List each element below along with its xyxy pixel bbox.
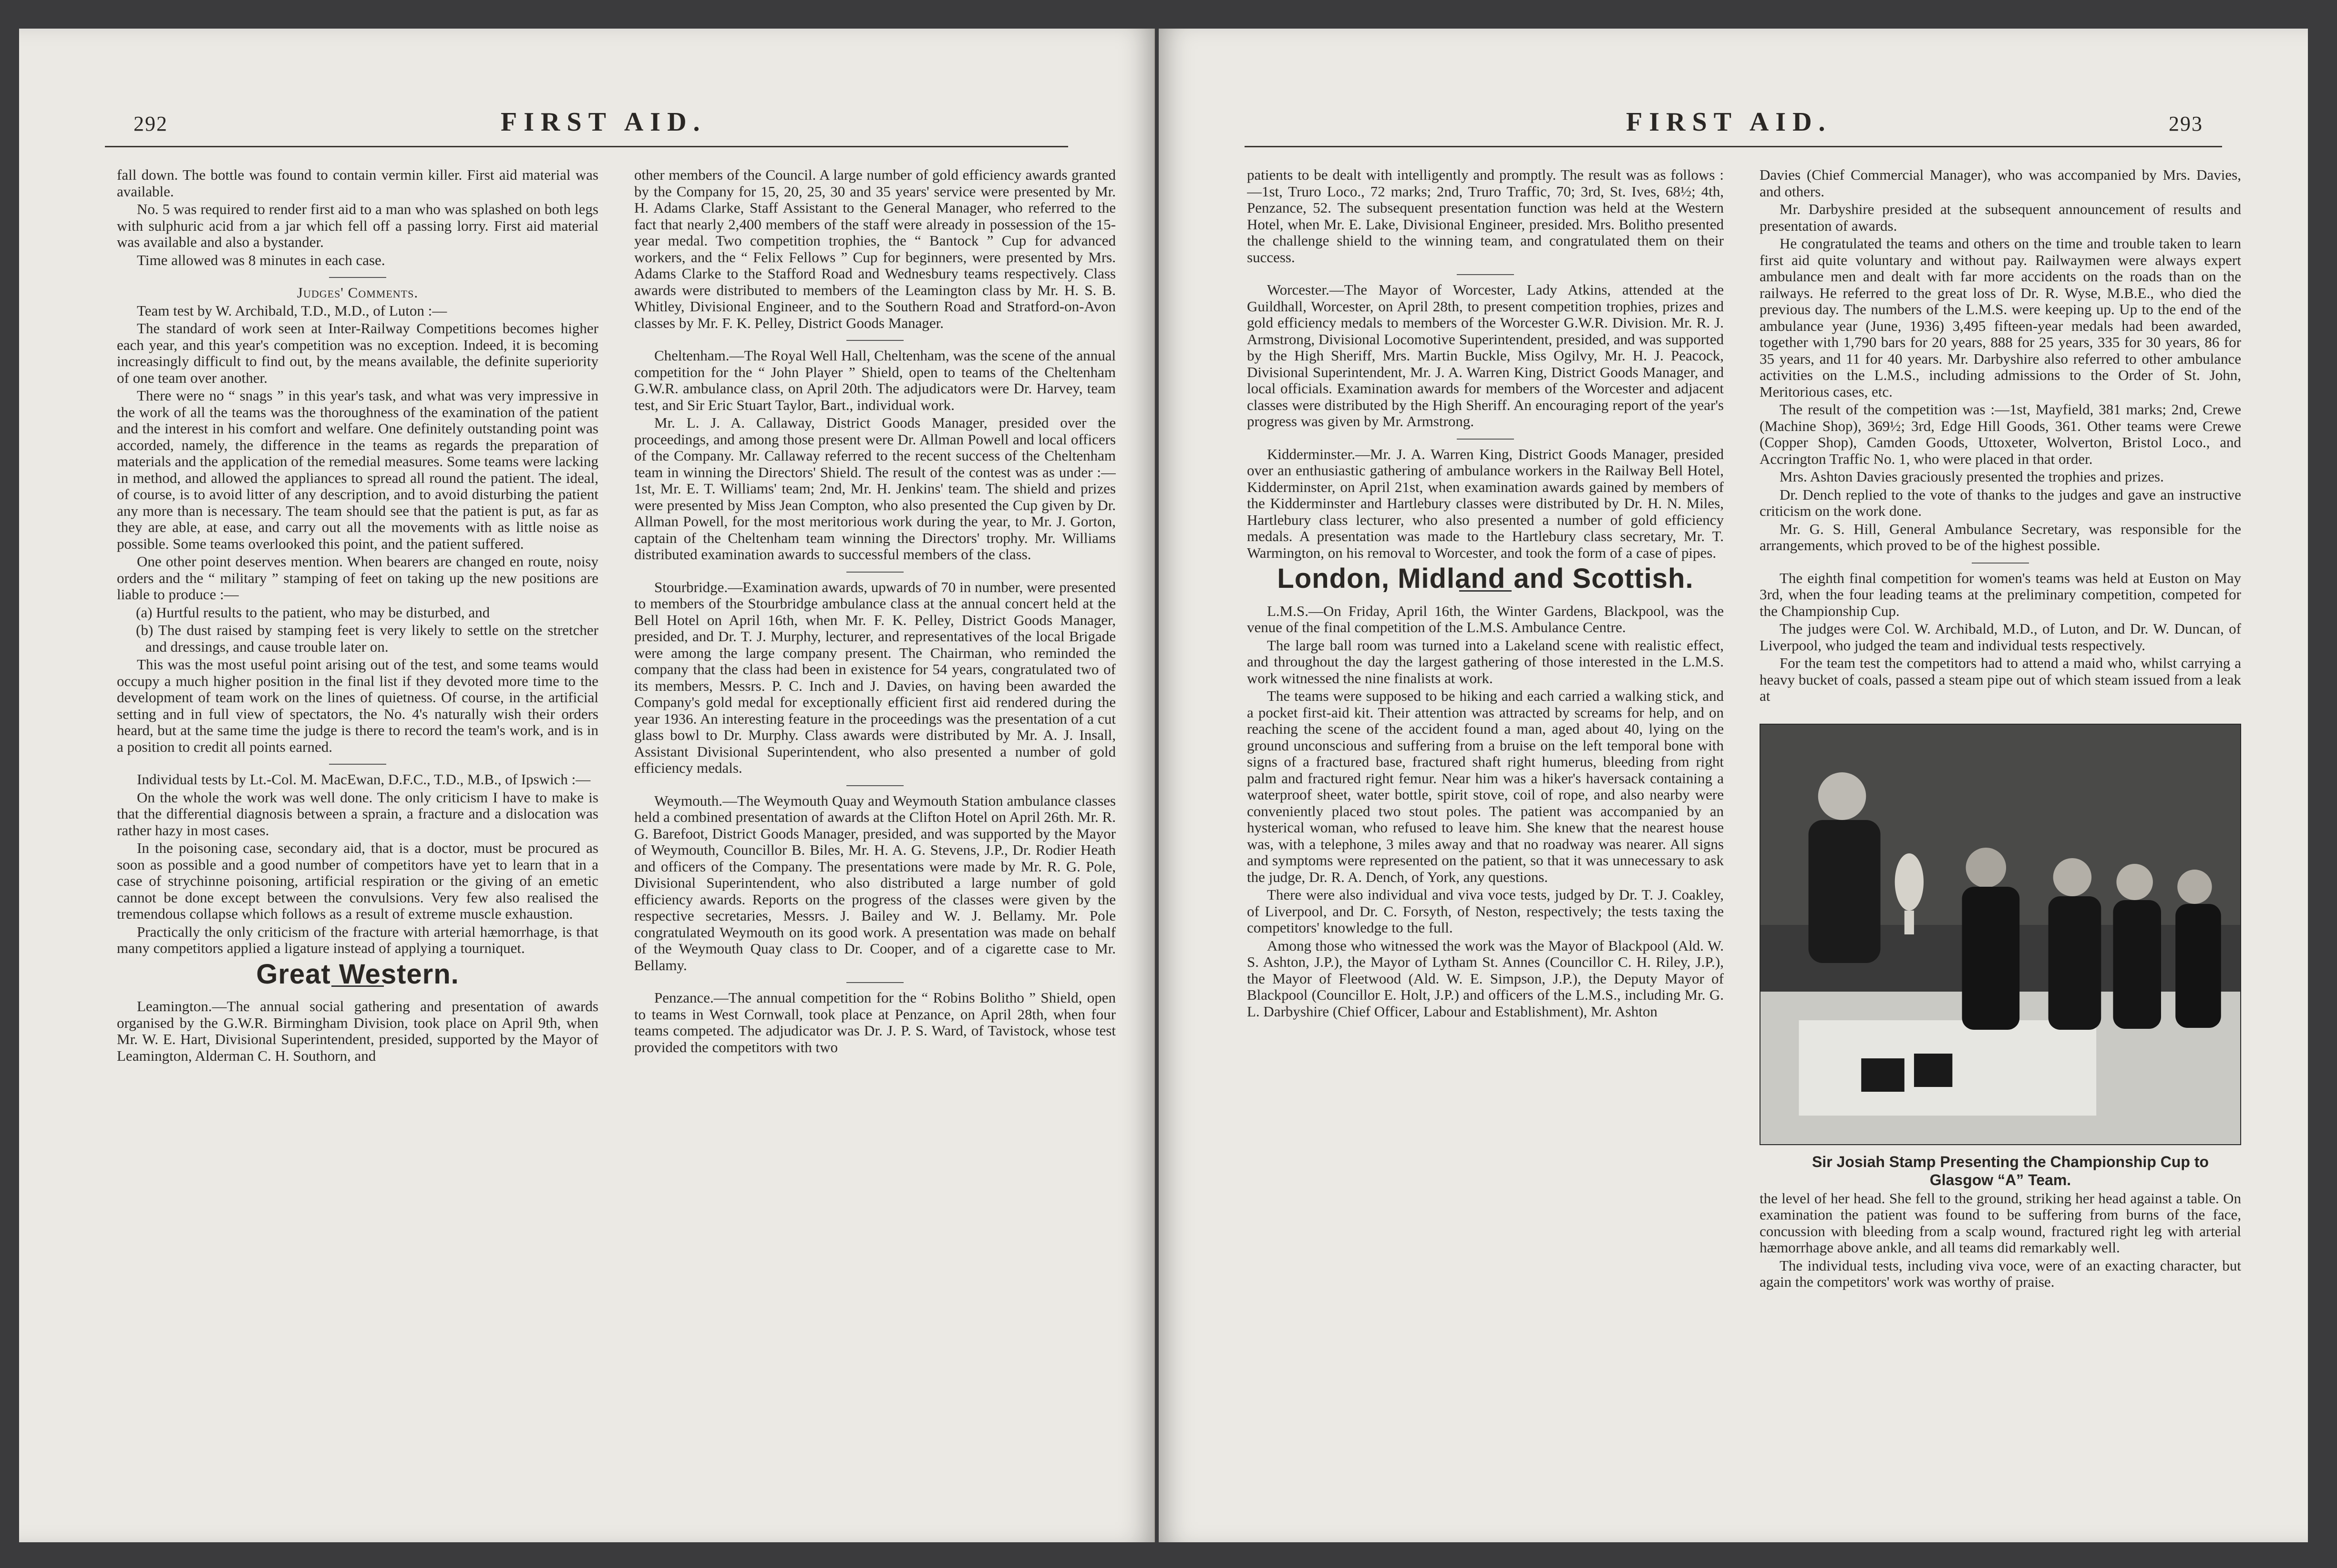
page-number-right: 293 — [2169, 112, 2203, 135]
paragraph: This was the most useful point arising out of the test, and some teams would occupy a much higher position in the final list if they devoted more time to the development of team work on the lines of quietness. Of course, in the artificial setting and in full view of spectators, the No. 4's naturally wish their orders heard, but at the same time the judge is there to record the team's work, and is in a position to credit all points earned. — [117, 656, 598, 755]
paragraph: The result of the competition was :—1st, Mayfield, 381 marks; 2nd, Crewe (Machine Shop), 369½; 3rd, Edge Hill Goods, 361. Other teams were Crewe (Copper Shop), Camden Goods, Uttoxeter, Wolverton, Bristol Loco., and Accrington Traffic No. 1, who were placed in that order. — [1760, 401, 2241, 467]
paragraph: The teams were supposed to be hiking and each carried a walking stick, and a pocket first-aid kit. Their attention was attracted by screams for help, and on reaching the scene of the accident found a man, aged about 40, lying on the ground unconscious and suffering from a bruise on the left temporal bone with signs of a fractured base, fractured shaft right humerus, bleeding from right palm and fractured right femur. Near him was a hiker's haversack containing a waterproof sheet, water bottle, spirit stove, coil of rope, and also nearby were conveniently placed two stout poles. The patient was accompanied by an hysterical woman, who refused to leave him. She knew that the nearest house was, with a telephone, 3 miles away and that no roadway was nearer. All signs and symptoms were represented on the patient, so that it was unnecessary to ask the judge, Dr. R. A. Dench, of York, any questions. — [1247, 687, 1724, 885]
paragraph: Leamington.—The annual social gathering and presentation of awards organised by the G.W.R. Birmingham Division, took place on April 9th, when Mr. W. E. Hart, Divisional Superintendent, presided, supported by the Mayor of Leamington, Alderman C. H. Southorn, and — [117, 998, 598, 1064]
section-heading: Great Western. — [256, 958, 459, 990]
section-separator — [846, 982, 904, 983]
paragraph: The eighth final competition for women's teams was held at Euston on May 3rd, when the four leading teams at the preliminary competition, competed for the Championship Cup. — [1760, 569, 2241, 619]
paragraph: He congratulated the teams and others on the time and trouble taken to learn first aid quite voluntary and without pay. Railwaymen were always expert ambulance men and dealt with far more accidents on the roads than on the railways. He referred to the great loss of Dr. R. Wyse, M.B.E., who died the previous day. The numbers of the L.M.S. were keeping up. Up to the end of the ambulance year (June, 1936) 3,495 fifteen-year medals had been awarded, together with 1,790 bars for 20 years, 888 for 25 years, 335 for 30 years, 86 for 35 years, and 11 for 40 years. Mr. Darbyshire also referred to other ambulance activities on the L.M.S., including admissions to the Order of St. John, Meritorious cases, etc. — [1760, 235, 2241, 400]
paragraph: Individual tests by Lt.-Col. M. MacEwan, D.F.C., T.D., M.B., of Ipswich :— — [137, 771, 591, 788]
section-separator — [846, 785, 904, 786]
header-rule — [1245, 146, 2222, 147]
paragraph: On the whole the work was well done. The only criticism I have to make is that the differential diagnosis between a sprain, a fracture and a dislocation was rather hazy in most cases. — [117, 789, 598, 839]
journal-title-left: FIRST AID. — [501, 107, 707, 137]
paragraph: (b) The dust raised by stamping feet is very likely to settle on the stretcher and dressings, and cause trouble later on. — [136, 622, 598, 655]
section-separator — [1972, 563, 2029, 564]
paragraph: The large ball room was turned into a Lakeland scene with realistic effect, and throughout the day the largest gathering of those interested in the L.M.S. work witnessed the nine finalists at work. — [1247, 636, 1724, 687]
section-separator — [1457, 439, 1514, 440]
right-page-column-1 — [1247, 167, 1724, 1514]
paragraph: Mr. Darbyshire presided at the subsequent announcement of results and presentation of awards. — [1760, 201, 2241, 234]
paragraph: Penzance.—The annual competition for the “ Robins Bolitho ” Shield, open to teams in West Cornwall, took place at Penzance, on April 28th, when four teams competed. The adjudicator was Dr. J. P. S. Ward, of Tavistock, whose test provided the competitors with two — [634, 989, 1116, 1056]
paragraph: fall down. The bottle was found to contain vermin killer. First aid material was available. — [117, 167, 598, 200]
section-separator — [846, 572, 904, 573]
section-separator — [1457, 274, 1514, 275]
section-separator — [329, 277, 386, 278]
section-separator — [329, 764, 386, 765]
paragraph: Weymouth.—The Weymouth Quay and Weymouth Station ambulance classes held a combined presentation of awards at the Clifton Hotel on April 26th. Mr. R. G. Barefoot, District Goods Manager, presided, and was supported by the Mayor of Weymouth, Councillor B. Biles, Mr. H. A. G. Stevens, J.P., Dr. Rodier Heath and officers of the Company. The presentations were made by Mr. R. G. Pole, Divisional Superintendent, who also distributed a large number of gold efficiency awards. Reports on the progress of the classes were given by the respective secretaries, Messrs. J. Bailey and W. J. Bellamy. Mr. Pole congratulated Weymouth on its good work. A presentation was made on behalf of the Weymouth Quay class to Dr. Cooper, and of a cigarette case to Mr. Bellamy. — [634, 792, 1116, 974]
paragraph: Worcester.—The Mayor of Worcester, Lady Atkins, attended at the Guildhall, Worcester, on April 28th, to present competition trophies, prizes and gold efficiency medals to members of the Worcester G.W.R. Division. Mr. R. J. Armstrong, Divisional Locomotive Superintendent, presided, and was supported by the High Sheriff, Mrs. Martin Buckle, Miss Ogilvy, Mr. H. J. Peacock, Divisional Superintendent, Mr. J. A. Warren King, District Goods Manager, and local officials. Examination awards for members of the Worcester and adjacent classes were distributed by the High Sheriff. An encouraging report of the year's progress was given by Mr. Armstrong. — [1247, 281, 1724, 430]
paragraph: The judges were Col. W. Archibald, M.D., of Luton, and Dr. W. Duncan, of Liverpool, who judged the team and individual tests respectively. — [1760, 620, 2241, 654]
paragraph: Mr. L. J. A. Callaway, District Goods Manager, presided over the proceedings, and among those present were Dr. Allman Powell and local officers of the Company. Mr. Callaway referred to the recent success of the Cheltenham team in winning the Directors' Shield. The result of the contest was as under :—1st, Mr. E. T. Williams' team; 2nd, Mr. H. Jenkins' team. The shield and prizes were presented by Miss Jean Compton, who also presented the Cup given by Dr. Allman Powell, for the most meritorious work during the year, to Mr. J. Gorton, captain of the Cheltenham team winning the Directors' trophy. Mr. Williams distributed examination awards to successful members of the class. — [634, 414, 1116, 563]
paragraph: Kidderminster.—Mr. J. A. Warren King, District Goods Manager, presided over an enthusiastic gathering of ambulance workers in the Railway Bell Hotel, Kidderminster, on April 21st, when examination awards gained by members of the Kidderminster and Hartlebury classes were distributed by Dr. H. N. Miles, Hartlebury class lecturer, who also presented a number of gold efficiency medals. A presentation was made to the Hartlebury class secretary, Mr. T. Warmington, on his removal to Worcester, and took the form of a case of pipes. — [1247, 445, 1724, 561]
section-heading-block — [1247, 563, 1724, 594]
paragraph: Time allowed was 8 minutes in each case. — [137, 251, 385, 268]
running-head-left — [19, 100, 1154, 143]
section-heading: London, Midland and Scottish. — [1277, 563, 1694, 594]
paragraph: Cheltenham.—The Royal Well Hall, Cheltenham, was the scene of the annual competition for the “ John Player ” Shield, open to teams of the Cheltenham G.W.R. ambulance class, on April 20th. The adjudicators were Dr. Harvey, team test, and Sir Eric Stuart Taylor, Bart., individual work. — [634, 347, 1116, 413]
section-separator — [846, 340, 904, 341]
column-2-top-text — [1760, 167, 2241, 705]
photo-illustration — [1760, 725, 2240, 1144]
paragraph: (a) Hurtful results to the patient, who may be disturbed, and — [136, 604, 490, 621]
paragraph: The standard of work seen at Inter-Railway Competitions becomes higher each year, and this year's competition was no exception. Indeed, it is becoming increasingly difficult to find out, by the means available, the definite superiority of one team over another. — [117, 320, 598, 386]
left-page-column-2 — [634, 167, 1116, 1514]
right-page — [1159, 29, 2308, 1542]
left-page — [19, 29, 1155, 1542]
journal-title-right: FIRST AID. — [1626, 107, 1832, 137]
paragraph: Practically the only criticism of the fracture with arterial hæmorrhage, is that many competitors applied a ligature instead of applying a tourniquet. — [117, 923, 598, 956]
column-2-bottom-text — [1760, 1190, 2241, 1291]
paragraph: No. 5 was required to render first aid to a man who was splashed on both legs with sulphuric acid from a jar which fell off a passing lorry. First aid material was available and also a bystander. — [117, 201, 598, 250]
paragraph: For the team test the competitors had to attend a maid who, whilst carrying a heavy bucket of coals, passed a steam pipe out of which steam issued from a leak at — [1760, 655, 2241, 704]
photo-caption: Sir Josiah Stamp Presenting the Championship Cup to Glasgow “A” Team. — [1812, 1153, 2209, 1189]
section-heading-block — [117, 958, 598, 990]
paragraph: L.M.S.—On Friday, April 16th, the Winter Gardens, Blackpool, was the venue of the final competition of the L.M.S. Ambulance Centre. — [1247, 602, 1724, 635]
paragraph: Mrs. Ashton Davies graciously presented the trophies and prizes. — [1780, 468, 2164, 485]
paragraph: One other point deserves mention. When bearers are changed en route, noisy orders and the “ military ” stamping of feet on taking up the new positions are liable to produce :— — [117, 553, 598, 603]
paragraph: Judges' Comments. — [297, 284, 419, 301]
paragraph: other members of the Council. A large number of gold efficiency awards granted by the Company for 15, 20, 25, 30 and 35 years' service were presented by Mr. H. Adams Clarke, Staff Assistant to the General Manager, who referred to the fact that nearly 2,400 members of the staff were already in possession of the 15-year medal. Two competition trophies, the “ Bantock ” Cup for advanced workers, and the “ Felix Fellows ” Cup for beginners, were presented by Mrs. Adams Clarke to the Stafford Road and Wednesbury teams respectively. Class awards were distributed to members of the Leamington class by Mr. H. S. B. Whitley, Divisional Engineer, and to the Southern Road and Stratford-on-Avon classes by Mr. F. K. Pelley, District Goods Manager. — [634, 167, 1116, 331]
paragraph: Mr. G. S. Hill, General Ambulance Secretary, was responsible for the arrangements, which proved to be of the highest possible. — [1760, 520, 2241, 553]
left-page-column-1 — [117, 167, 598, 1514]
paragraph: Stourbridge.—Examination awards, upwards of 70 in number, were presented to members of the Stourbridge ambulance class at the annual concert held at the Bell Hotel on April 16th, when Mr. F. K. Pelley, District Goods Manager, presided, and Dr. T. J. Murphy, lecturer, and representatives of the local Brigade were among the large company present. The Chairman, who reminded the company that the class had been in existence for 54 years, congratulated two of its members, Messrs. P. C. Inch and J. Davies, on having been awarded the Company's gold medal for exceptionally efficient first aid rendered during the year 1936. An interesting feature in the proceedings was the presentation of a cut glass bowl to Dr. Murphy. Class awards were distributed by Mr. A. J. Insall, Assistant Divisional Superintendent, who also presented a number of gold efficiency medals. — [634, 578, 1116, 776]
paragraph: There were no “ snags ” in this year's task, and what was very impressive in the work of all the teams was the thoroughness of the examination of the patient and the interest in his comfort and welfare. One definitely outstanding point was accorded, namely, the difference in the teams as regards the preparation of materials and the application of the remedial measures. Some teams were lacking in method, and allowed the appliances to spread all round the patient. The ideal, of course, is to avoid litter of any description, and to avoid disturbing the patient any more than is necessary. The team should see that the patient is put, as far as they are able, at ease, and carry out all the movements with as little noise as possible. Some teams overlooked this point, and the patient suffered. — [117, 387, 598, 552]
header-rule — [105, 146, 1068, 147]
paragraph: the level of her head. She fell to the ground, striking her head against a table. On examination the patient was found to be suffering from burns of the face, concussion with bleeding from a scalp wound, fractured right leg with arterial hæmorrhage above ankle, and all teams did remarkably well. — [1760, 1189, 2241, 1256]
paragraph: patients to be dealt with intelligently and promptly. The result was as follows :—1st, Truro Loco., 72 marks; 2nd, Truro Traffic, 70; 3rd, St. Ives, 68½; 4th, Penzance, 52. The subsequent presentation function was held at the Western Hotel, when Mr. E. Lake, Divisional Engineer, presided. Mrs. Bolitho presented the challenge shield to the winning team, and congratulated them on their success. — [1247, 167, 1724, 266]
running-head-right — [1159, 100, 2308, 143]
paragraph: In the poisoning case, secondary aid, that is a doctor, must be procured as soon as possible and a good number of competitors have yet to learn that in a case of strychinne poisoning, artificial respiration or the giving of an emetic cannot be done except between the convulsions. Very few also realised the tremendous collapse which follows as a result of extreme muscle exhaustion. — [117, 840, 598, 922]
photograph — [1760, 724, 2241, 1145]
paragraph: Dr. Dench replied to the vote of thanks to the judges and gave an instructive criticism on the work done. — [1760, 486, 2241, 519]
paragraph: The individual tests, including viva voce, were of an exacting character, but again the competitors' work was worthy of praise. — [1760, 1257, 2241, 1290]
paragraph: Team test by W. Archibald, T.D., M.D., of Luton :— — [137, 302, 447, 319]
right-page-column-2 — [1760, 167, 2241, 1514]
paragraph: Among those who witnessed the work was the Mayor of Blackpool (Ald. W. S. Ashton, J.P.), the Mayor of Lytham St. Annes (Councillor C. H. Riley, J.P.), the Mayor of Fleetwood (Ald. W. E. Simpson, J.P.), the Deputy Mayor of Blackpool (Councillor E. Holt, J.P.) and officers of the L.M.S., including Mr. G. L. Darbyshire (Chief Officer, Labour and Establishment), Mr. Ashton — [1247, 937, 1724, 1020]
paragraph: There were also individual and viva voce tests, judged by Dr. T. J. Coakley, of Liverpool, and Dr. C. Forsyth, of Neston, respectively; the tests taxing the competitors' knowledge to the full. — [1247, 886, 1724, 936]
page-number-left: 292 — [134, 112, 168, 135]
paragraph: Davies (Chief Commercial Manager), who was accompanied by Mrs. Davies, and others. — [1760, 167, 2241, 200]
